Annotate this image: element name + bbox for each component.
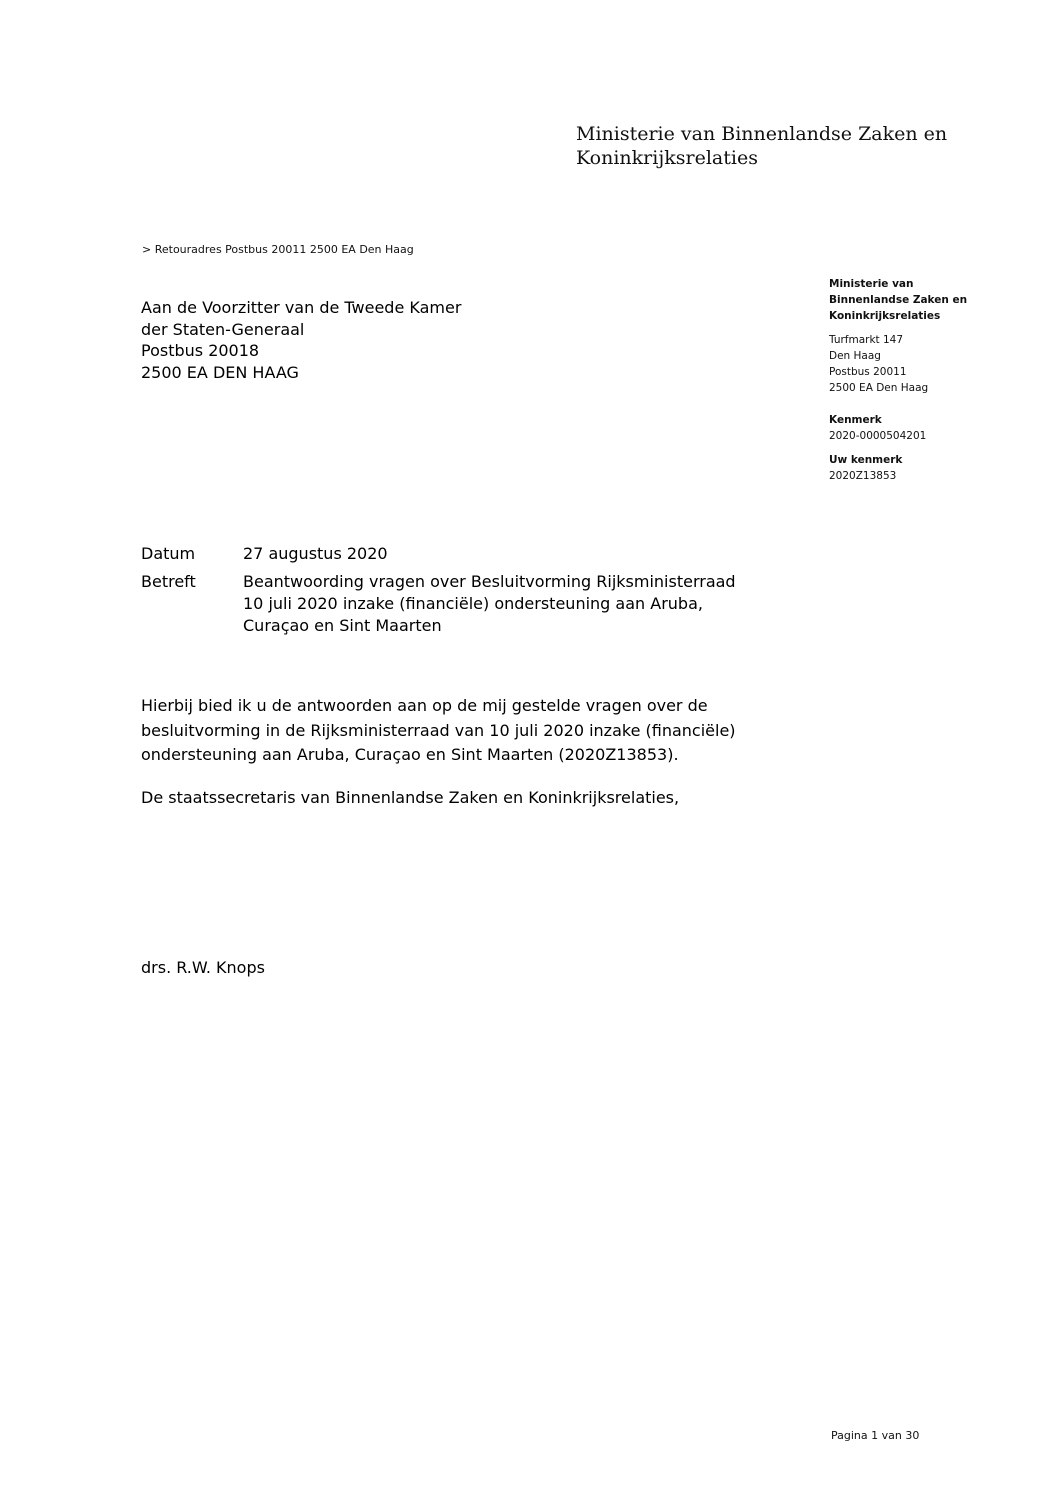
body-line-1: Hierbij bied ik u de antwoorden aan op de mij gestelde vragen over de bbox=[141, 696, 708, 715]
page-number: Pagina 1 van 30 bbox=[831, 1429, 920, 1442]
sender-column bbox=[829, 276, 1029, 484]
sender-postbus: Postbus 20011 bbox=[829, 366, 907, 378]
sender-org-line-3: Koninkrijksrelaties bbox=[829, 310, 941, 322]
addressee-line-3: Postbus 20018 bbox=[141, 341, 260, 360]
addressee-line-2: der Staten-Generaal bbox=[141, 319, 305, 339]
body-line-3: ondersteuning aan Aruba, Curaçao en Sint Maarten (2020Z13853). bbox=[141, 745, 679, 764]
subject-line-2: 10 juli 2020 inzake (financiële) ondersteuning aan Aruba, bbox=[243, 594, 703, 613]
ministry-logo-text bbox=[576, 122, 947, 170]
addressee-line-4: 2500 EA DEN HAAG bbox=[141, 362, 299, 382]
closing-line: De staatssecretaris van Binnenlandse Zaken en Koninkrijksrelaties, bbox=[141, 788, 680, 807]
signer-name: drs. R.W. Knops bbox=[141, 958, 265, 977]
subject-line-3: Curaçao en Sint Maarten bbox=[243, 616, 442, 635]
letterhead-line-1: Ministerie van Binnenlandse Zaken en bbox=[576, 123, 948, 145]
subject-value bbox=[243, 571, 736, 637]
body-line-2: besluitvorming in de Rijksministerraad van 10 juli 2020 inzake (financiële) bbox=[141, 720, 736, 740]
kenmerk-label: Kenmerk bbox=[829, 414, 882, 426]
letterhead-line-2: Koninkrijksrelaties bbox=[576, 147, 758, 169]
uw-kenmerk-value: 2020Z13853 bbox=[829, 470, 897, 482]
addressee-line-1: Aan de Voorzitter van de Tweede Kamer bbox=[141, 298, 462, 317]
letter-meta bbox=[141, 543, 736, 637]
date-label: Datum bbox=[141, 544, 196, 563]
subject-row bbox=[141, 571, 736, 637]
sender-city: Den Haag bbox=[829, 350, 881, 362]
subject-label: Betreft bbox=[141, 572, 196, 591]
sender-org-line-1: Ministerie van bbox=[829, 278, 914, 290]
uw-kenmerk-label: Uw kenmerk bbox=[829, 454, 903, 466]
date-value: 27 augustus 2020 bbox=[243, 544, 388, 563]
sender-street: Turfmarkt 147 bbox=[829, 334, 904, 346]
body-paragraph bbox=[141, 694, 736, 768]
kenmerk-value: 2020-0000504201 bbox=[829, 430, 927, 442]
return-address: > Retouradres Postbus 20011 2500 EA Den Haag bbox=[142, 243, 414, 256]
sender-postcode: 2500 EA Den Haag bbox=[829, 382, 929, 394]
addressee-block bbox=[141, 297, 461, 383]
sender-org-line-2: Binnenlandse Zaken en bbox=[829, 294, 968, 306]
date-row bbox=[141, 543, 736, 565]
subject-line-1: Beantwoording vragen over Besluitvorming Rijksministerraad bbox=[243, 572, 736, 591]
